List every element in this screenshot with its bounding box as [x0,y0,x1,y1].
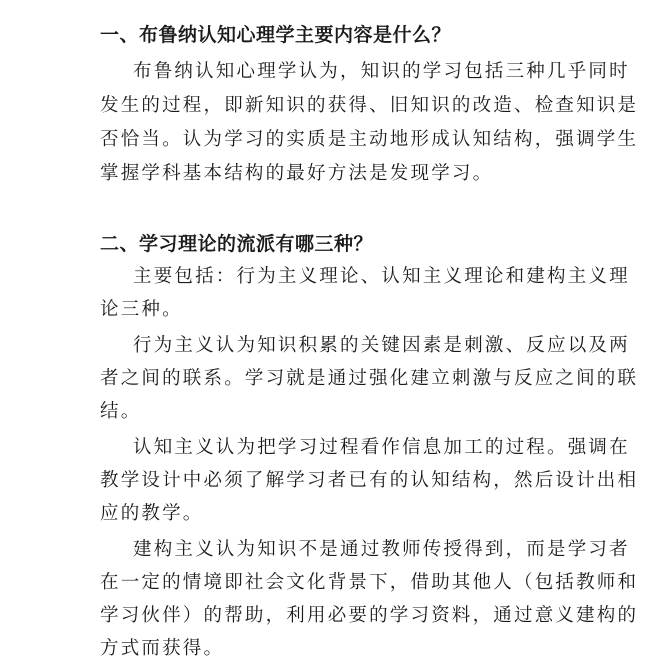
paragraph-3-line-3: 应的教学。 [100,503,204,524]
section-1-heading: 一、布鲁纳认知心理学主要内容是什么？ [100,24,452,46]
paragraph-1-line-1: 主要包括：行为主义理论、认知主义理论和建构主义理 [133,266,630,287]
paragraph-1-line-2: 论三种。 [100,299,183,320]
paragraph-4-line-2: 在一定的情境即社会文化背景下，借助其他人（包括教师和 [100,572,639,593]
paragraph-2-line-1: 行为主义认为知识积累的关键因素是刺激、反应以及两 [133,335,630,356]
section-1-line-2: 发生的过程，即新知识的获得、旧知识的改造、检查知识是 [100,95,639,116]
paragraph-3-line-1: 认知主义认为把学习过程看作信息加工的过程。强调在 [133,437,630,458]
paragraph-4-line-3: 学习伙伴）的帮助，利用必要的学习资料，通过意义建构的 [100,605,639,626]
section-1-line-3: 否恰当。认为学习的实质是主动地形成认知结构，强调学生 [100,129,639,150]
paragraph-2-line-2: 者之间的联系。学习就是通过强化建立刺激与反应之间的联 [100,368,639,389]
paragraph-2-line-3: 结。 [100,401,142,422]
section-1-line-4: 掌握学科基本结构的最好方法是发现学习。 [100,163,494,184]
paragraph-4-line-1: 建构主义认为知识不是通过教师传授得到，而是学习者 [133,539,630,560]
paragraph-4-line-4: 方式而获得。 [100,638,225,659]
section-1-line-1: 布鲁纳认知心理学认为，知识的学习包括三种几乎同时 [133,61,630,82]
paragraph-3-line-2: 教学设计中必须了解学习者已有的认知结构，然后设计出相 [100,470,639,491]
section-2-heading: 二、学习理论的流派有哪三种？ [100,233,374,255]
